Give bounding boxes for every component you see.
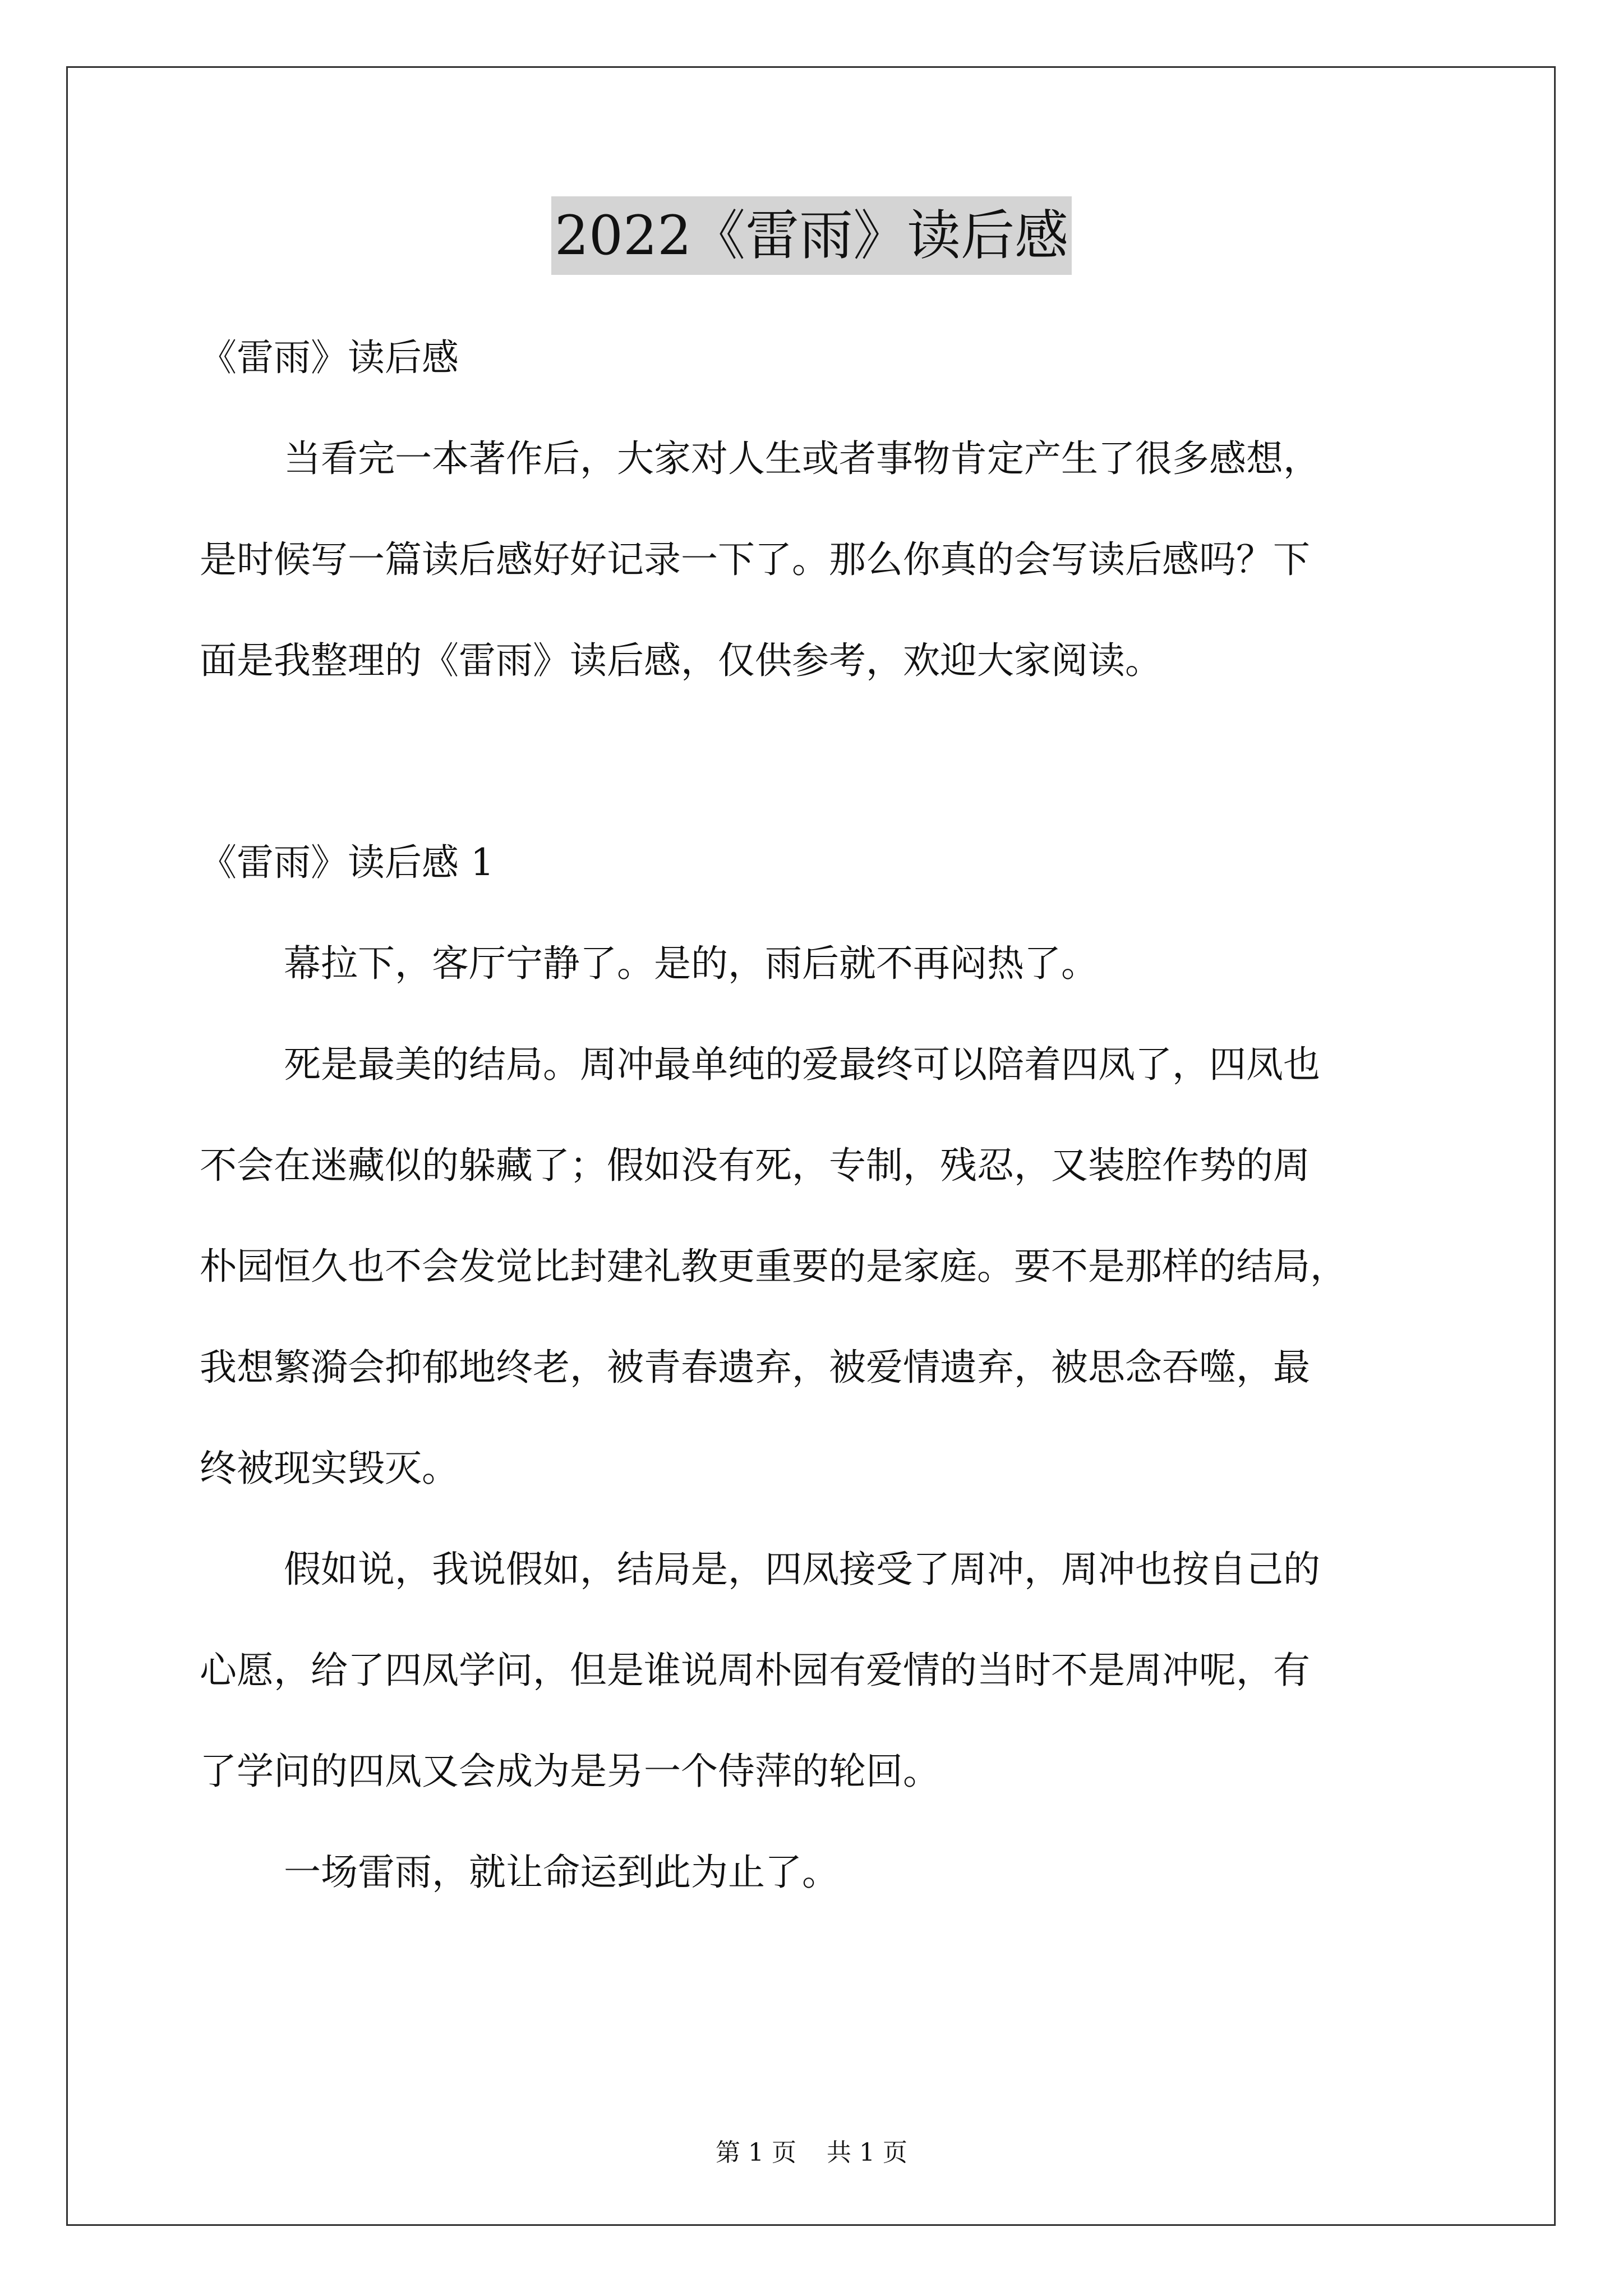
page-number-total: 共 1 页 xyxy=(827,2138,907,2167)
paragraph-3-line: 假如说，我说假如，结局是，四凤接受了周冲，周冲也按自己的 xyxy=(284,1548,1320,1591)
page-number-current: 第 1 页 xyxy=(716,2138,796,2167)
intro-heading: 《雷雨》读后感 xyxy=(200,336,459,379)
paragraph-3-line: 心愿，给了四凤学问，但是谁说周朴园有爱情的当时不是周冲呢，有 xyxy=(200,1649,1310,1692)
document-body xyxy=(200,307,1461,1923)
paragraph-3-line: 了学问的四凤又会成为是另一个侍萍的轮回。 xyxy=(200,1750,940,1793)
paragraph-4: 一场雷雨，就让命运到此为止了。 xyxy=(284,1851,839,1894)
paragraph-2-line: 不会在迷藏似的躲藏了；假如没有死，专制，残忍，又装腔作势的周 xyxy=(200,1144,1310,1187)
paragraph-2-line: 朴园恒久也不会发觉比封建礼教更重要的是家庭。要不是那样的结局， xyxy=(200,1245,1347,1288)
document-title: 2022《雷雨》读后感 xyxy=(551,196,1072,275)
intro-line: 当看完一本著作后，大家对人生或者事物肯定产生了很多感想， xyxy=(284,437,1320,480)
section-gap xyxy=(200,711,1461,812)
page-footer xyxy=(0,2136,1623,2170)
intro-line: 面是我整理的《雷雨》读后感，仅供参考，欢迎大家阅读。 xyxy=(200,639,1162,682)
intro-line: 是时候写一篇读后感好好记录一下了。那么你真的会写读后感吗？下 xyxy=(200,538,1310,581)
title-container xyxy=(0,196,1623,275)
paragraph-2-line: 死是最美的结局。周冲最单纯的爱最终可以陪着四凤了，四凤也 xyxy=(284,1043,1320,1086)
section-heading: 《雷雨》读后感 1 xyxy=(200,841,494,884)
paragraph-2-line: 我想繁漪会抑郁地终老，被青春遗弃，被爱情遗弃，被思念吞噬，最 xyxy=(200,1346,1310,1389)
paragraph-2-line: 终被现实毁灭。 xyxy=(200,1447,459,1490)
paragraph-1: 幕拉下，客厅宁静了。是的，雨后就不再闷热了。 xyxy=(284,942,1098,985)
